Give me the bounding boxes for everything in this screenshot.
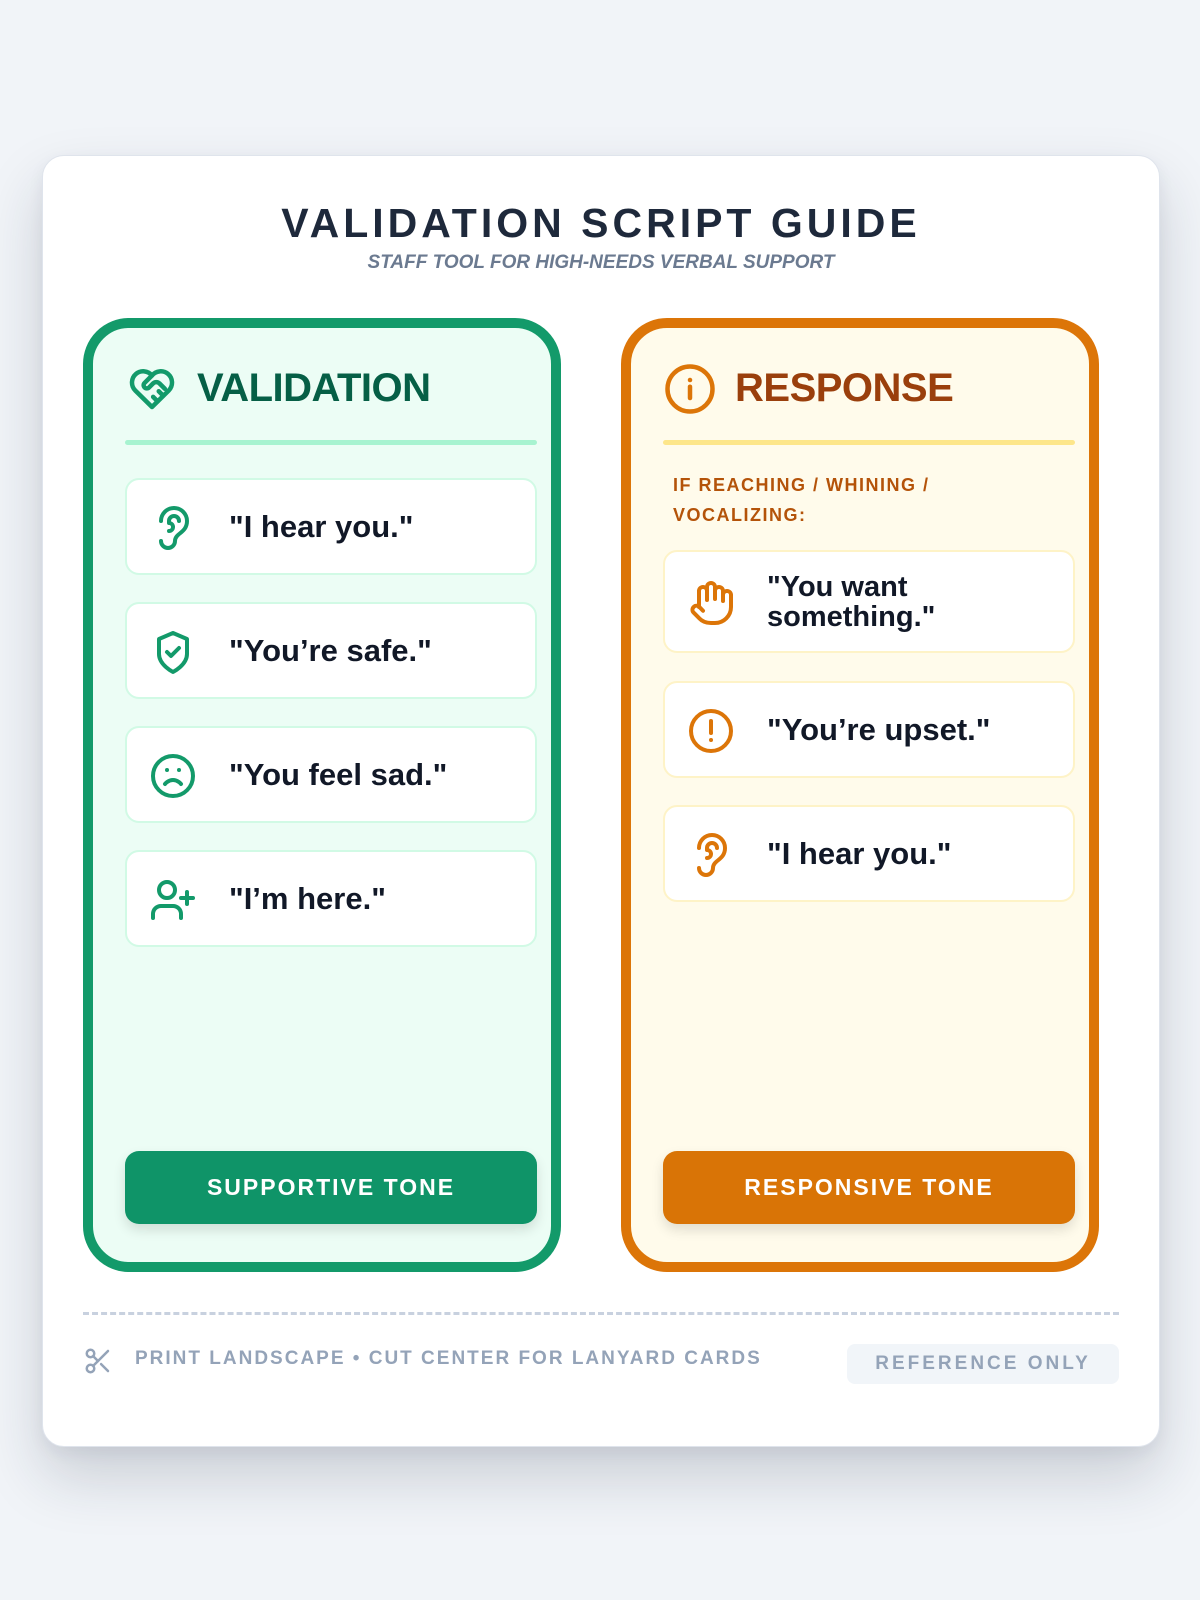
guide-card — [42, 155, 1160, 1447]
cut-line — [83, 1312, 1119, 1315]
validation-item[interactable] — [125, 478, 537, 575]
response-title: RESPONSE — [735, 366, 954, 410]
response-divider — [663, 440, 1075, 445]
alert-circle-icon — [687, 707, 735, 755]
sad-face-icon — [149, 752, 197, 800]
validation-item-text: "You’re safe." — [229, 633, 432, 668]
response-panel — [621, 318, 1099, 1272]
print-instruction: PRINT LANDSCAPE • CUT CENTER FOR LANYARD CARDS — [135, 1348, 762, 1369]
info-circle-icon — [663, 362, 717, 416]
response-item[interactable] — [663, 550, 1075, 653]
heart-handshake-icon — [125, 362, 179, 416]
page-subtitle: STAFF TOOL FOR HIGH-NEEDS VERBAL SUPPORT — [367, 252, 835, 273]
responsive-tone-button[interactable]: RESPONSIVE TONE — [663, 1151, 1075, 1224]
validation-item-text: "I hear you." — [229, 509, 414, 544]
response-item[interactable] — [663, 805, 1075, 902]
validation-divider — [125, 440, 537, 445]
validation-item[interactable] — [125, 602, 537, 699]
ear-icon — [687, 831, 735, 879]
ear-icon — [149, 504, 197, 552]
response-item-text: "You want something." — [767, 570, 936, 633]
validation-item[interactable] — [125, 850, 537, 947]
validation-item-text: "I’m here." — [229, 881, 386, 916]
reference-only-badge: REFERENCE ONLY — [847, 1344, 1119, 1384]
validation-title: VALIDATION — [197, 366, 431, 410]
response-item-text: "You’re upset." — [767, 712, 991, 747]
response-item-text: "I hear you." — [767, 836, 952, 871]
shield-check-icon — [149, 628, 197, 676]
response-condition: IF REACHING / WHINING / VOCALIZING: — [673, 475, 930, 525]
user-plus-icon — [149, 876, 197, 924]
page-title: VALIDATION SCRIPT GUIDE — [281, 200, 921, 246]
response-item[interactable] — [663, 681, 1075, 778]
validation-item-text: "You feel sad." — [229, 757, 448, 792]
supportive-tone-button[interactable]: SUPPORTIVE TONE — [125, 1151, 537, 1224]
validation-panel — [83, 318, 561, 1272]
hand-icon — [687, 579, 735, 627]
validation-item[interactable] — [125, 726, 537, 823]
scissors-icon — [83, 1346, 113, 1376]
